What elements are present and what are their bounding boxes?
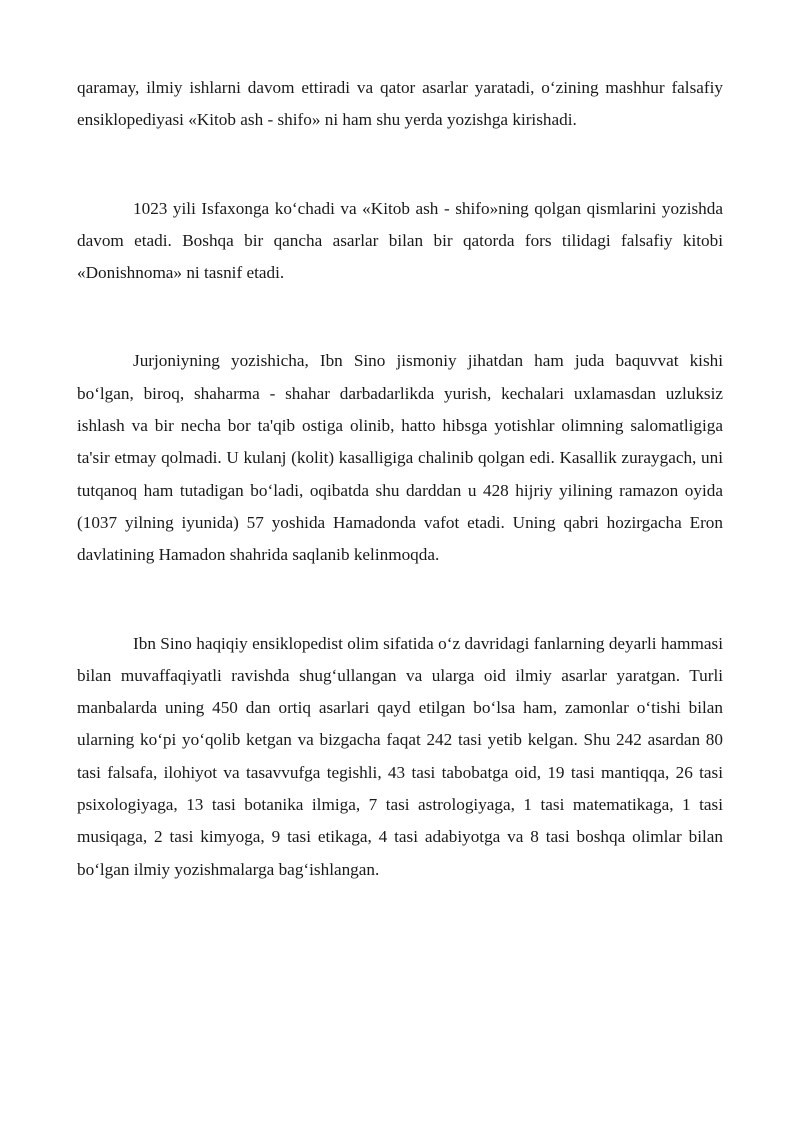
- paragraph-isfahan: 1023 yili Isfaxonga ko‘chadi va «Kitob ash - shifo»ning qolgan qismlarini yozishda davom etadi. Boshqa bir qancha asarlar bilan bir qatorda fors tilidagi falsafiy kitobi «Donishnoma» ni tasnif etadi.: [77, 198, 723, 283]
- paragraph-continuation: qaramay, ilmiy ishlarni davom ettiradi va qator asarlar yaratadi, o‘zining mashhur falsafiy ensiklopediyasi «Kitob ash - shifo» ni ham shu yerda yozishga kirishadi.: [77, 78, 723, 130]
- document-page: [77, 72, 723, 886]
- paragraph-health-and-death: Jurjoniyning yozishicha, Ibn Sino jismoniy jihatdan ham juda baquvvat kishi bo‘lgan, biroq, shaharma - shahar darbadarlikda yurish, kechalari uxlamasdan uzluksiz ishlash va bir necha bor ta'qib ostiga olinib, hatto hibsga yotishlar olimning salomatligiga ta'sir etmay qolmadi. U kulanj (kolit) kasalligiga chalinib qolgan edi. Kasallik zuraygach, uni tutqanoq ham tutadigan bo‘ladi, oqibatda shu darddan u 428 hijriy yilining ramazon oyida (1037 yilning iyunida) 57 yoshida Hamadonda vafot etadi. Uning qabri hozirgacha Eron davlatining Hamadon shahrida saqlanib kelinmoqda.: [77, 351, 723, 565]
- paragraph-works: Ibn Sino haqiqiy ensiklopedist olim sifatida o‘z davridagi fanlarning deyarli hammasi bilan muvaffaqiyatli ravishda shug‘ullangan va ularga oid ilmiy asarlar yaratgan. Turli manbalarda uning 450 dan ortiq asarlari qayd etilgan bo‘lsa ham, zamonlar o‘tishi bilan ularning ko‘pi yo‘qolib ketgan va bizgacha faqat 242 tasi yetib kelgan. Shu 242 asardan 80 tasi falsafa, ilohiyot va tasavvufga tegishli, 43 tasi tabobatga oid, 19 tasi mantiqqa, 26 tasi psixologiyaga, 13 tasi botanika ilmiga, 7 tasi astrologiyaga, 1 tasi matematikaga, 1 tasi musiqaga, 2 tasi kimyoga, 9 tasi etikaga, 4 tasi adabiyotga va 8 tasi boshqa olimlar bilan bo‘lgan ilmiy yozishmalarga bag‘ishlangan.: [77, 633, 723, 879]
